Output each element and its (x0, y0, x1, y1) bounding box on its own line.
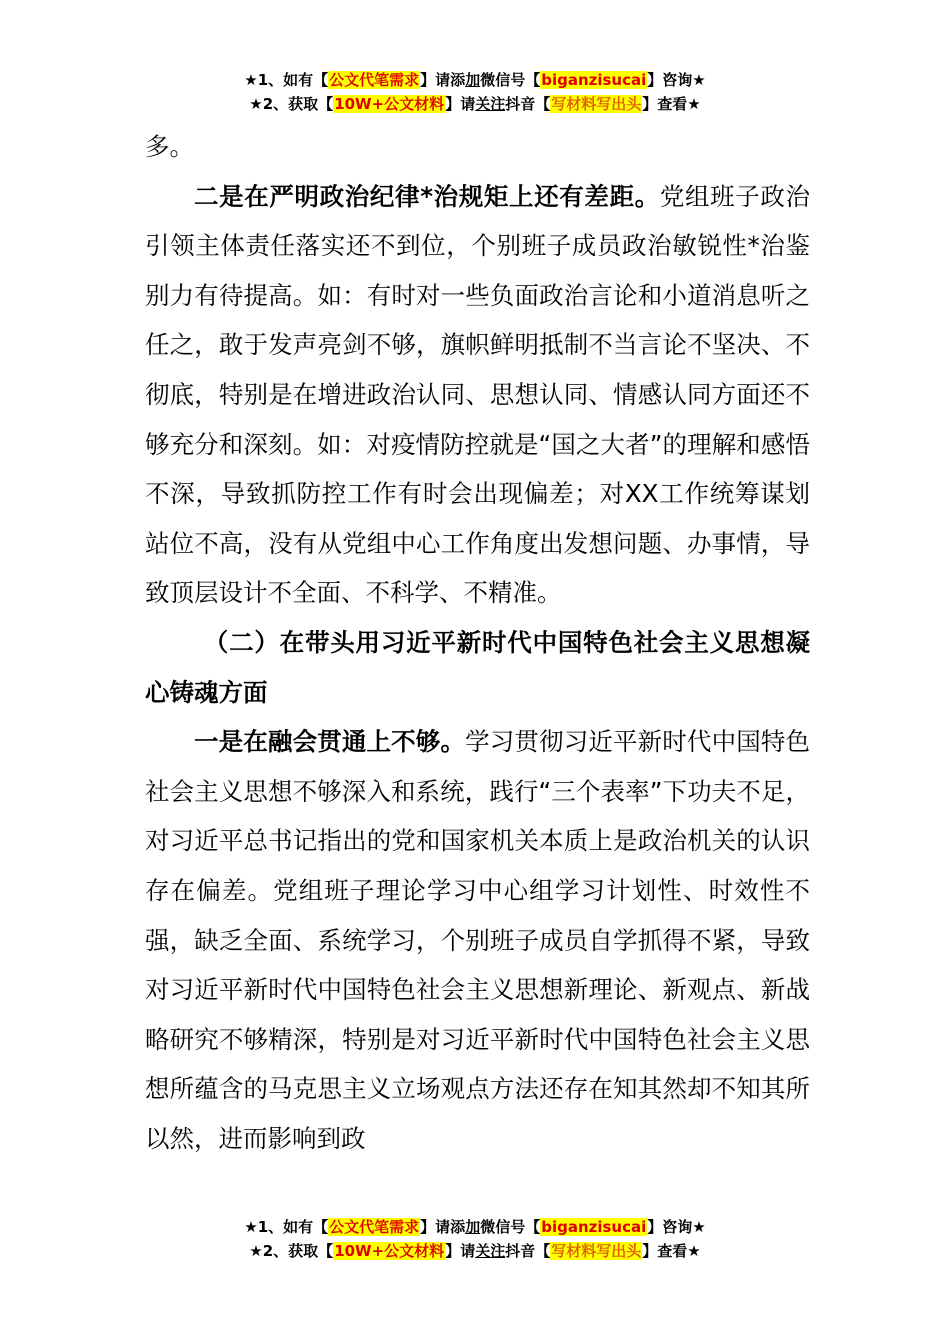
promo-text: 】请 (445, 95, 476, 113)
promo-text: 抖音【 (505, 95, 551, 113)
promo-banner-top (0, 68, 950, 116)
promo-text: ★1、如有【 (244, 1218, 329, 1236)
section-heading: （二）在带头用习近平新时代中国特色社会主义思想凝心铸魂方面 (145, 627, 810, 707)
paragraph-integration (145, 717, 810, 1163)
promo-line-2 (0, 1239, 950, 1263)
promo-banner-bottom (0, 1215, 950, 1263)
promo-underlined: 关注 (475, 1242, 506, 1260)
promo-text: ★2、获取【 (249, 1242, 334, 1260)
promo-text: 】查看★ (642, 1242, 701, 1260)
promo-text: 】咨询★ (647, 1218, 706, 1236)
paragraph-continuation: 多。 (145, 132, 194, 161)
promo-line-2 (0, 92, 950, 116)
promo-underlined: 加 (465, 1218, 481, 1236)
promo-wechat-id: biganzisucai (541, 1218, 647, 1236)
promo-line-1 (0, 1215, 950, 1239)
document-body (145, 122, 810, 1163)
promo-text: 】请 (445, 1242, 476, 1260)
paragraph-text: 党组班子政治引领主体责任落实还不到位，个别班子成员政治敏锐性*治鉴别力有待提高。如：有时对一些负面政治言论和小道消息听之任之，敢于发声亮剑不够，旗帜鲜明抵制不当言论不坚决、不彻底，特别是在增进政治认同、思想认同、情感认同方面还不够充分和深刻。如：对疫情防控就是“国之大者”的理解和感悟不深，导致抓防控工作有时会出现偏差；对XX工作统筹谋划站位不高，没有从党组中心工作角度出发想问题、办事情，导致顶层设计不全面、不科学、不精准。 (145, 181, 811, 608)
paragraph-political-discipline (145, 172, 810, 618)
promo-line-1 (0, 68, 950, 92)
promo-highlight: 公文代笔需求 (329, 1218, 420, 1236)
promo-text: 抖音【 (505, 1242, 551, 1260)
promo-underlined: 加 (465, 71, 481, 89)
promo-underlined: 关注 (475, 95, 506, 113)
promo-highlight: 公文代笔需求 (329, 71, 420, 89)
promo-douyin-name: 写材料写出头 (551, 95, 642, 113)
promo-text: 】请添 (420, 71, 466, 89)
paragraph-lead: 一是在融会贯通上不够。 (194, 727, 466, 757)
promo-highlight: 10W+公文材料 (334, 95, 445, 113)
promo-wechat-id: biganzisucai (541, 71, 647, 89)
promo-douyin-name: 写材料写出头 (551, 1242, 642, 1260)
promo-text: 】请添 (420, 1218, 466, 1236)
promo-text: 微信号【 (480, 71, 541, 89)
promo-text: 微信号【 (480, 1218, 541, 1236)
promo-highlight: 10W+公文材料 (334, 1242, 445, 1260)
promo-text: 】查看★ (642, 95, 701, 113)
promo-text: ★2、获取【 (249, 95, 334, 113)
promo-text: 】咨询★ (647, 71, 706, 89)
promo-text: ★1、如有【 (244, 71, 329, 89)
paragraph-text: 学习贯彻习近平新时代中国特色社会主义思想不够深入和系统，践行“三个表率”下功夫不足，对习近平总书记指出的党和国家机关本质上是政治机关的认识存在偏差。党组班子理论学习中心组学习计划性、时效性不强，缺乏全面、系统学习，个别班子成员自学抓得不紧，导致对习近平新时代中国特色社会主义思想新理论、新观点、新战略研究不够精深，特别是对习近平新时代中国特色社会主义思想所蕴含的马克思主义立场观点方法还存在知其然却不知其所以然，进而影响到政 (145, 727, 811, 1153)
paragraph-lead: 二是在严明政治纪律*治规矩上还有差距。 (194, 181, 660, 211)
